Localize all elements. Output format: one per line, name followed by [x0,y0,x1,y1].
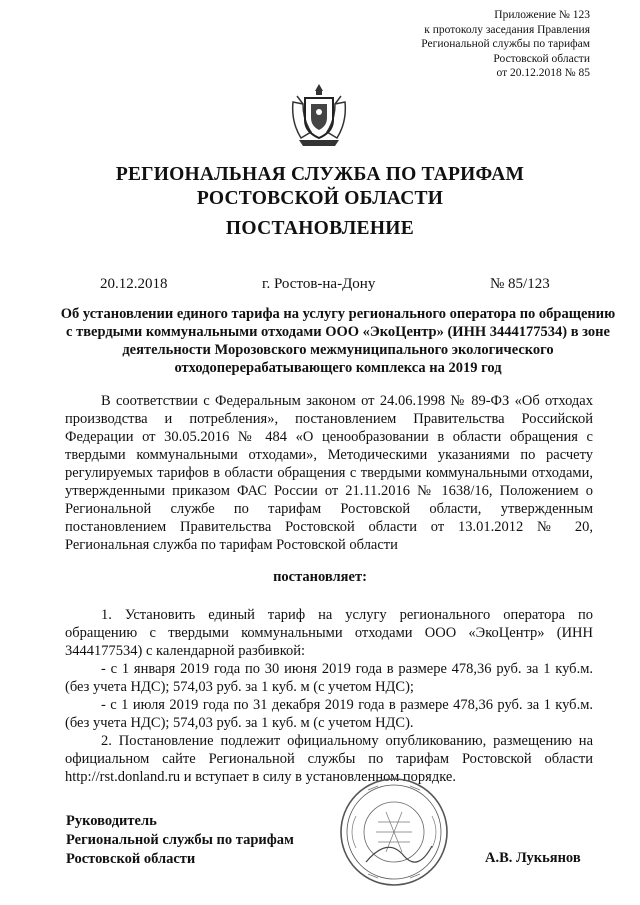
document-place: г. Ростов-на-Дону [262,276,376,292]
document-date: 20.12.2018 [100,276,168,292]
document-type: ПОСТАНОВЛЕНИЕ [225,218,415,239]
signer-name: А.В. Лукьянов [485,850,581,866]
appendix-line: Приложение № 123 [494,9,590,21]
organization-name-line: РЕГИОНАЛЬНАЯ СЛУЖБА ПО ТАРИФАМ [115,164,525,185]
resolution-clauses [65,606,593,786]
preamble [65,392,593,554]
coat-of-arms-icon [289,82,349,150]
clause: - с 1 июля 2019 года по 31 декабря 2019 года в размере 478,36 руб. за 1 куб.м. (без учета НДС); 574,03 руб. за 1 куб. м (с учетом НДС). [65,697,593,731]
signer-title: Руководитель [66,813,157,829]
signer-title: Региональной службы по тарифам [66,832,294,848]
clause: 1. Установить единый тариф на услугу регионального оператора по обращению с твердыми коммунальными отходами ООО «ЭкоЦентр» (ИНН 3444177534) с календарной разбивкой: [65,607,593,659]
document-title: Об установлении единого тарифа на услугу регионального оператора по обращению с твердыми коммунальными отходами ООО «ЭкоЦентр» (ИНН 3444177534) в зоне деятельности Морозовского межмуниципального экологического отходоперерабатывающего комплекса на 2019 год [60,306,616,376]
appendix-note [350,8,590,81]
appendix-line: Ростовской области [493,52,590,65]
appendix-line: к протоколу заседания Правления [424,23,590,36]
appendix-line: Региональной службы по тарифам [421,38,590,50]
resolves-heading: постановляет: [273,569,367,585]
signer-title: Ростовской области [66,851,196,867]
organization-name-line: РОСТОВСКОЙ ОБЛАСТИ [196,188,444,209]
clause: - с 1 января 2019 года по 30 июня 2019 года в размере 478,36 руб. за 1 куб.м. (без учета НДС); 574,03 руб. за 1 куб. м (с учетом НДС); [65,661,593,695]
preamble-paragraph: В соответствии с Федеральным законом от 24.06.1998 № 89-ФЗ «Об отходах производства и потребления», постановлением Правительства Российской Федерации от 30.05.2016 № 484 «О ценообразовании в области обращения с твердыми коммунальными отходами», Методическими указаниями по расчету регулируемых тарифов в области обращения с твердыми коммунальными отходами, утвержденными приказом ФАС России от 21.11.2016 № 1638/16, Положением о Региональной службе по тарифам Ростовской области, утвержденным постановлением Правительства Ростовской области от 13.01.2012 № 20, Региональная служба по тарифам Ростовской области [65,393,593,553]
document-number: № 85/123 [490,276,550,292]
organization-name [0,163,640,211]
clause: 2. Постановление подлежит официальному опубликованию, размещению на официальном сайте Региональной службы по тарифам Ростовской области http://rst.donland.ru и вступает в силу в установленном порядке. [65,733,593,785]
official-seal-icon [338,776,450,888]
appendix-line: от 20.12.2018 № 85 [496,67,590,79]
signer-block [66,812,294,869]
